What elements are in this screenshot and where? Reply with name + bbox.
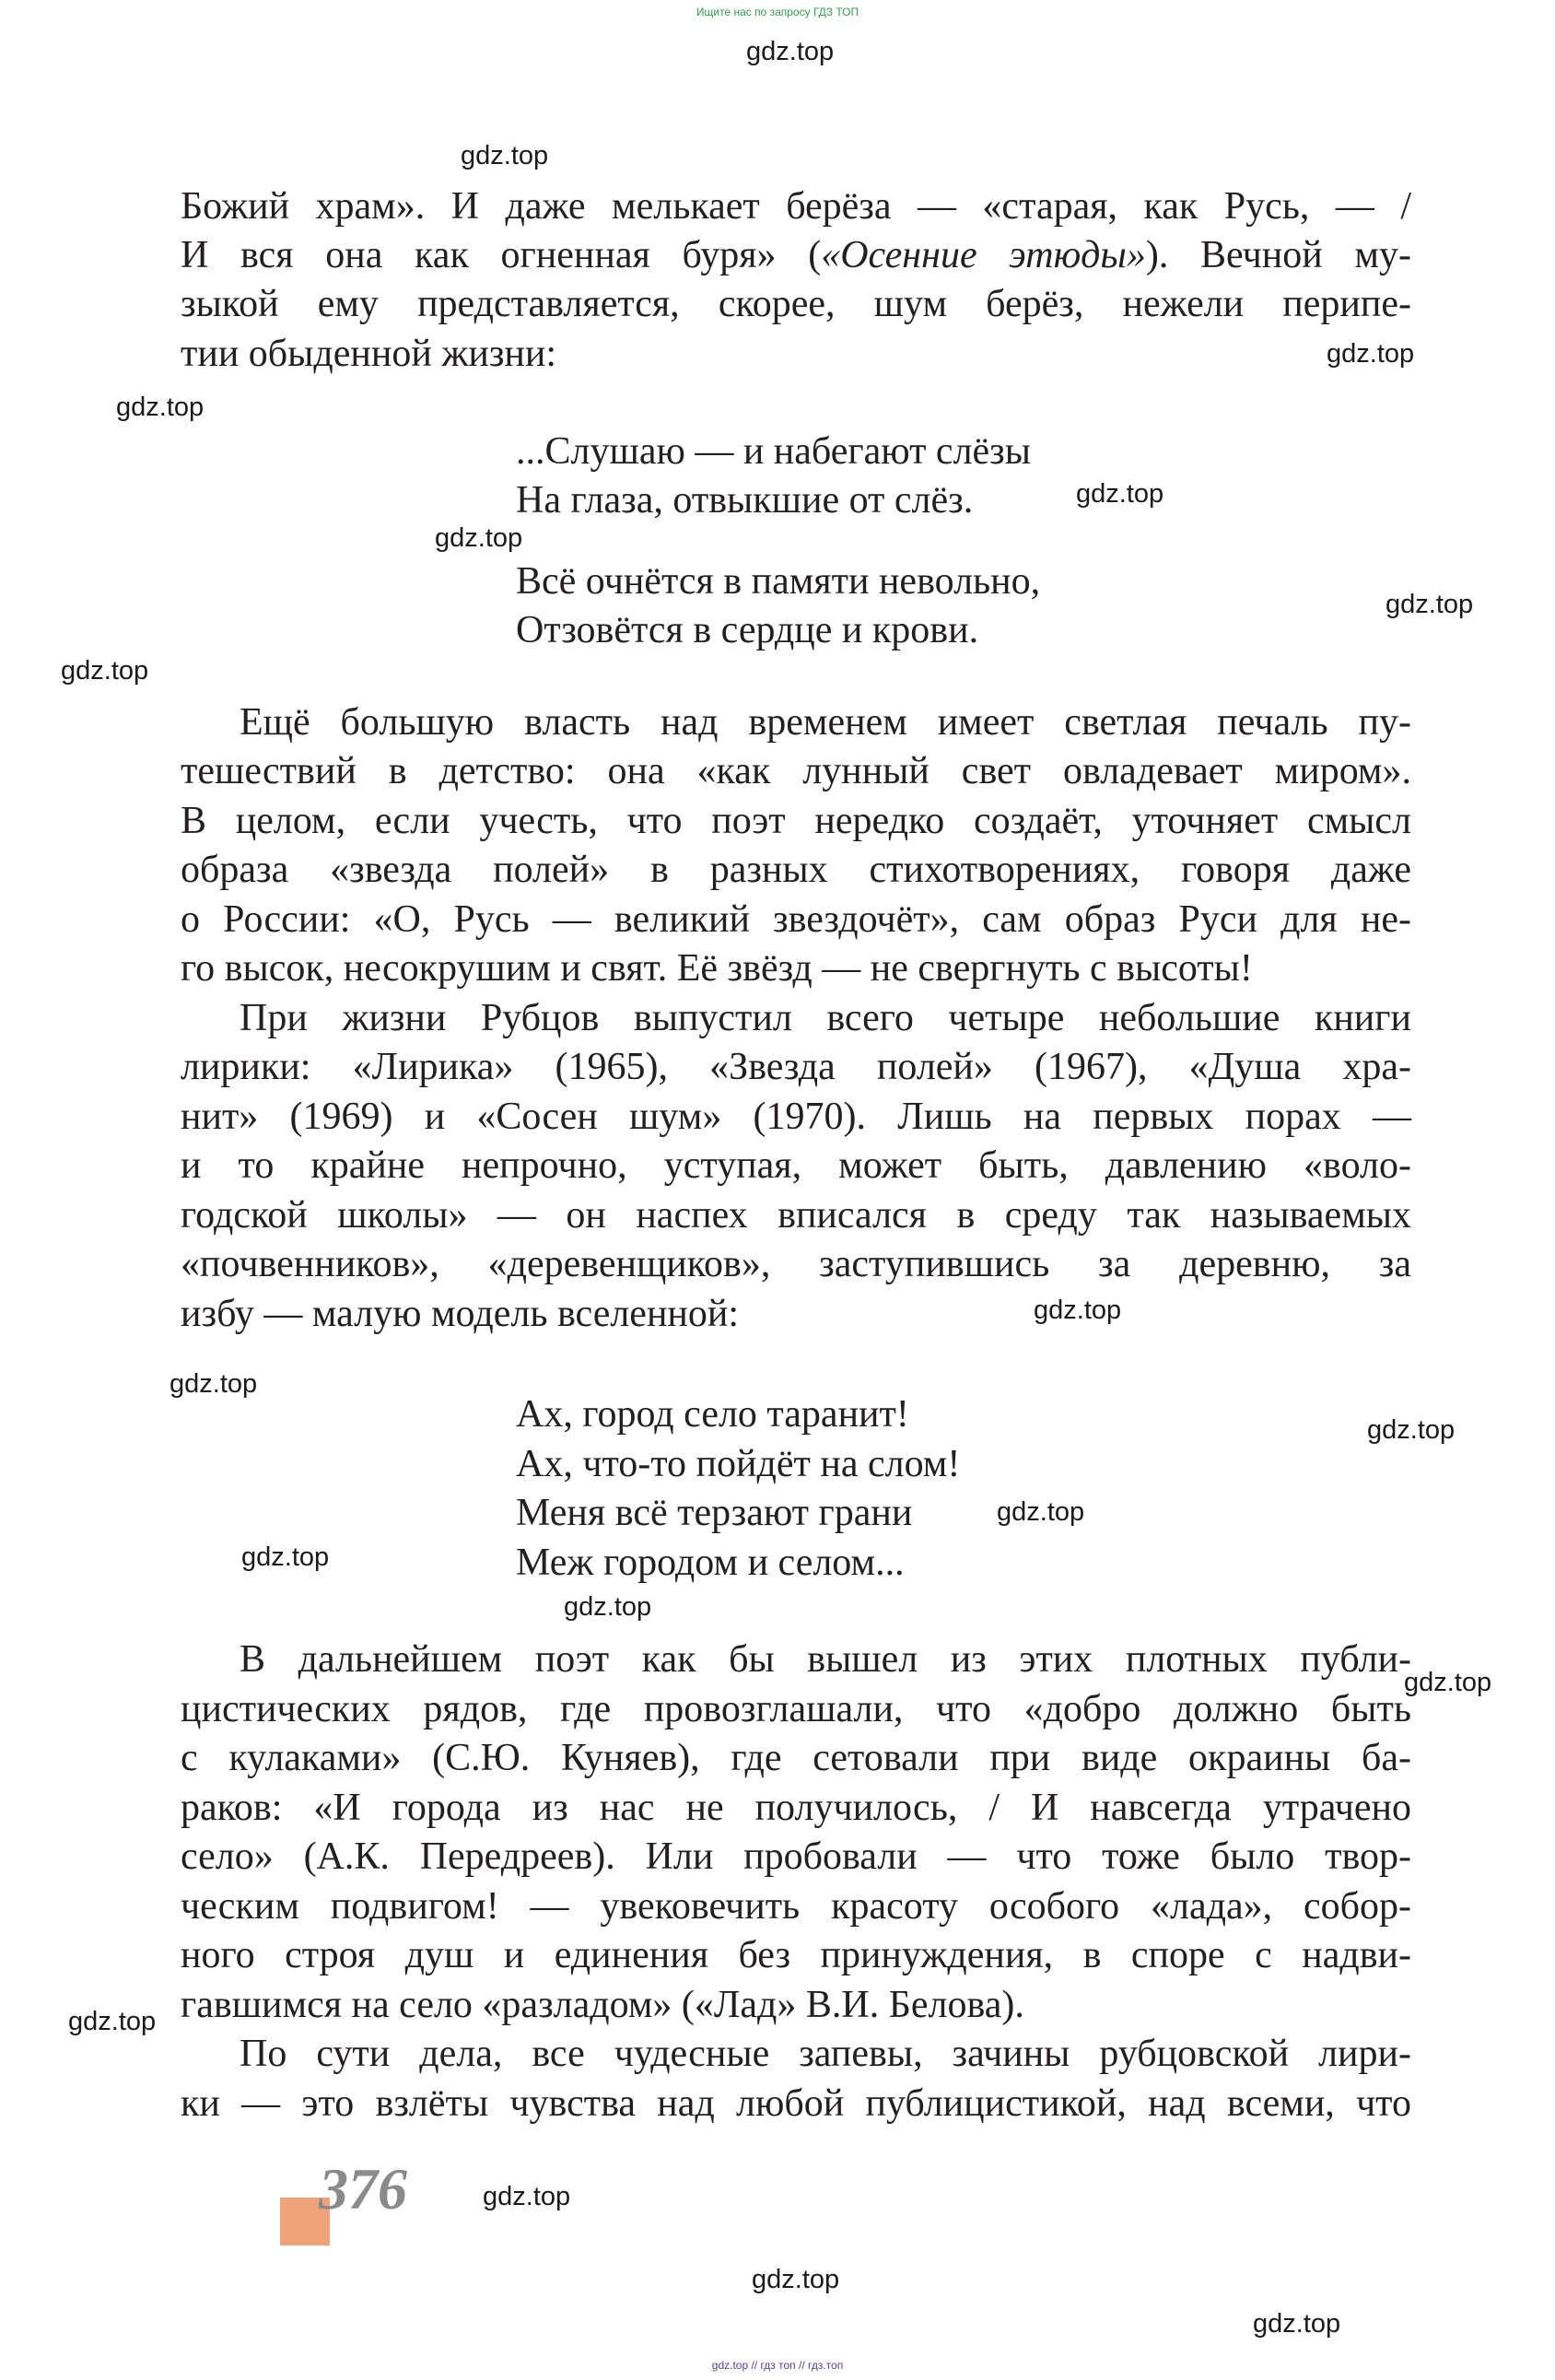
watermark: gdz.top <box>61 656 149 686</box>
page-number: 376 <box>319 2156 407 2222</box>
text-line: о России: «О, Русь — великий звездочёт», сам образ Руси для не- <box>181 898 1411 941</box>
text-line: зыкой ему представляется, скорее, шум берёз, нежели перипе- <box>181 283 1411 325</box>
text-line: тешествий в детство: она «как лунный свет овладевает миром». <box>181 750 1411 792</box>
text-line: По сути дела, все чудесные запевы, зачины рубцовской лири- <box>240 2033 1411 2075</box>
text-line: раков: «И города из нас не получилось, / И навсегда утрачено <box>181 1787 1411 1829</box>
text-line: ки — это взлёты чувства над любой публицистикой, над всеми, что <box>181 2082 1411 2125</box>
verse-line: Ах, что-то пойдёт на слом! <box>516 1443 961 1485</box>
watermark: gdz.top <box>564 1592 652 1622</box>
text-line: годской школы» — он наспех вписался в среду так называемых <box>181 1194 1411 1237</box>
watermark: gdz.top <box>1253 2309 1341 2339</box>
text-line: образа «звезда полей» в разных стихотворениях, говоря даже <box>181 849 1411 891</box>
watermark: gdz.top <box>1385 590 1474 619</box>
watermark: gdz.top <box>435 523 523 553</box>
text-line: ного строя душ и единения без принуждения, в споре с надви- <box>181 1934 1411 1976</box>
text-line: В дальнейшем поэт как бы вышел из этих плотных публи- <box>240 1638 1411 1681</box>
verse-line: Отзовётся в сердце и крови. <box>516 609 979 651</box>
watermark: gdz.top <box>170 1369 258 1399</box>
watermark: gdz.top <box>1367 1415 1456 1445</box>
text-line: Ещё большую власть над временем имеет светлая печаль пу- <box>240 701 1411 744</box>
text-line: При жизни Рубцов выпустил всего четыре небольшие книги <box>240 997 1411 1039</box>
watermark: gdz.top <box>483 2182 571 2211</box>
verse-line: ...Слушаю — и набегают слёзы <box>516 430 1031 473</box>
text-line: село» (А.К. Передреев). Или пробовали — что тоже было твор- <box>181 1835 1411 1878</box>
text-line: И вся она как огненная буря» («Осенние этюды»). Вечной му- <box>181 234 1411 276</box>
text-line: лирики: «Лирика» (1965), «Звезда полей» (1967), «Душа хра- <box>181 1046 1411 1088</box>
text-line: В целом, если учесть, что поэт нередко создаёт, уточняет смысл <box>181 800 1411 842</box>
poem-title: «Осенние этюды» <box>821 234 1146 276</box>
text-line: и то крайне непрочно, уступая, может быть, давлению «воло- <box>181 1144 1411 1187</box>
text-line: го высок, несокрушим и свят. Её звёзд — не свергнуть с высоты! <box>181 947 1253 990</box>
text-line: Божий храм». И даже мелькает берёза — «старая, как Русь, — / <box>181 185 1411 228</box>
watermark: gdz.top <box>1404 1668 1492 1697</box>
watermark: gdz.top <box>241 1542 330 1572</box>
text-line: избу — малую модель вселенной: <box>181 1293 740 1335</box>
text-line: «почвенников», «деревенщиков», заступившись за деревню, за <box>181 1243 1411 1285</box>
watermark: gdz.top <box>1034 1296 1122 1325</box>
watermark: gdz.top <box>68 2007 157 2036</box>
watermark: gdz.top <box>1327 339 1415 369</box>
watermark: gdz.top <box>1076 479 1164 509</box>
header-note: Ищите нас по запросу ГДЗ ТОП <box>696 6 859 18</box>
text-line: гавшимся на село «разладом» («Лад» В.И. Белова). <box>181 1984 1024 2026</box>
footer-note: gdz.top // гдз топ // гдз.топ <box>711 2359 844 2372</box>
text-line: цистических рядов, где провозглашали, что «добро должно быть <box>181 1688 1411 1730</box>
watermark: gdz.top <box>461 141 549 170</box>
watermark: gdz.top <box>752 2265 840 2294</box>
watermark: gdz.top <box>746 37 835 66</box>
verse-line: Меня всё терзают грани <box>516 1492 913 1534</box>
verse-line: Всё очнётся в памяти невольно, <box>516 560 1041 603</box>
watermark: gdz.top <box>997 1497 1085 1527</box>
text-line: нит» (1969) и «Сосен шум» (1970). Лишь на первых порах — <box>181 1096 1411 1138</box>
text-line: с кулаками» (С.Ю. Куняев), где сетовали при виде окраины ба- <box>181 1737 1411 1779</box>
verse-line: Меж городом и селом... <box>516 1542 905 1584</box>
text-line: ческим подвигом! — увековечить красоту особого «лада», собор- <box>181 1885 1411 1928</box>
text-line: тии обыденной жизни: <box>181 333 557 375</box>
watermark: gdz.top <box>116 393 205 422</box>
verse-line: Ах, город село таранит! <box>516 1393 909 1436</box>
verse-line: На глаза, отвыкшие от слёз. <box>516 479 974 522</box>
